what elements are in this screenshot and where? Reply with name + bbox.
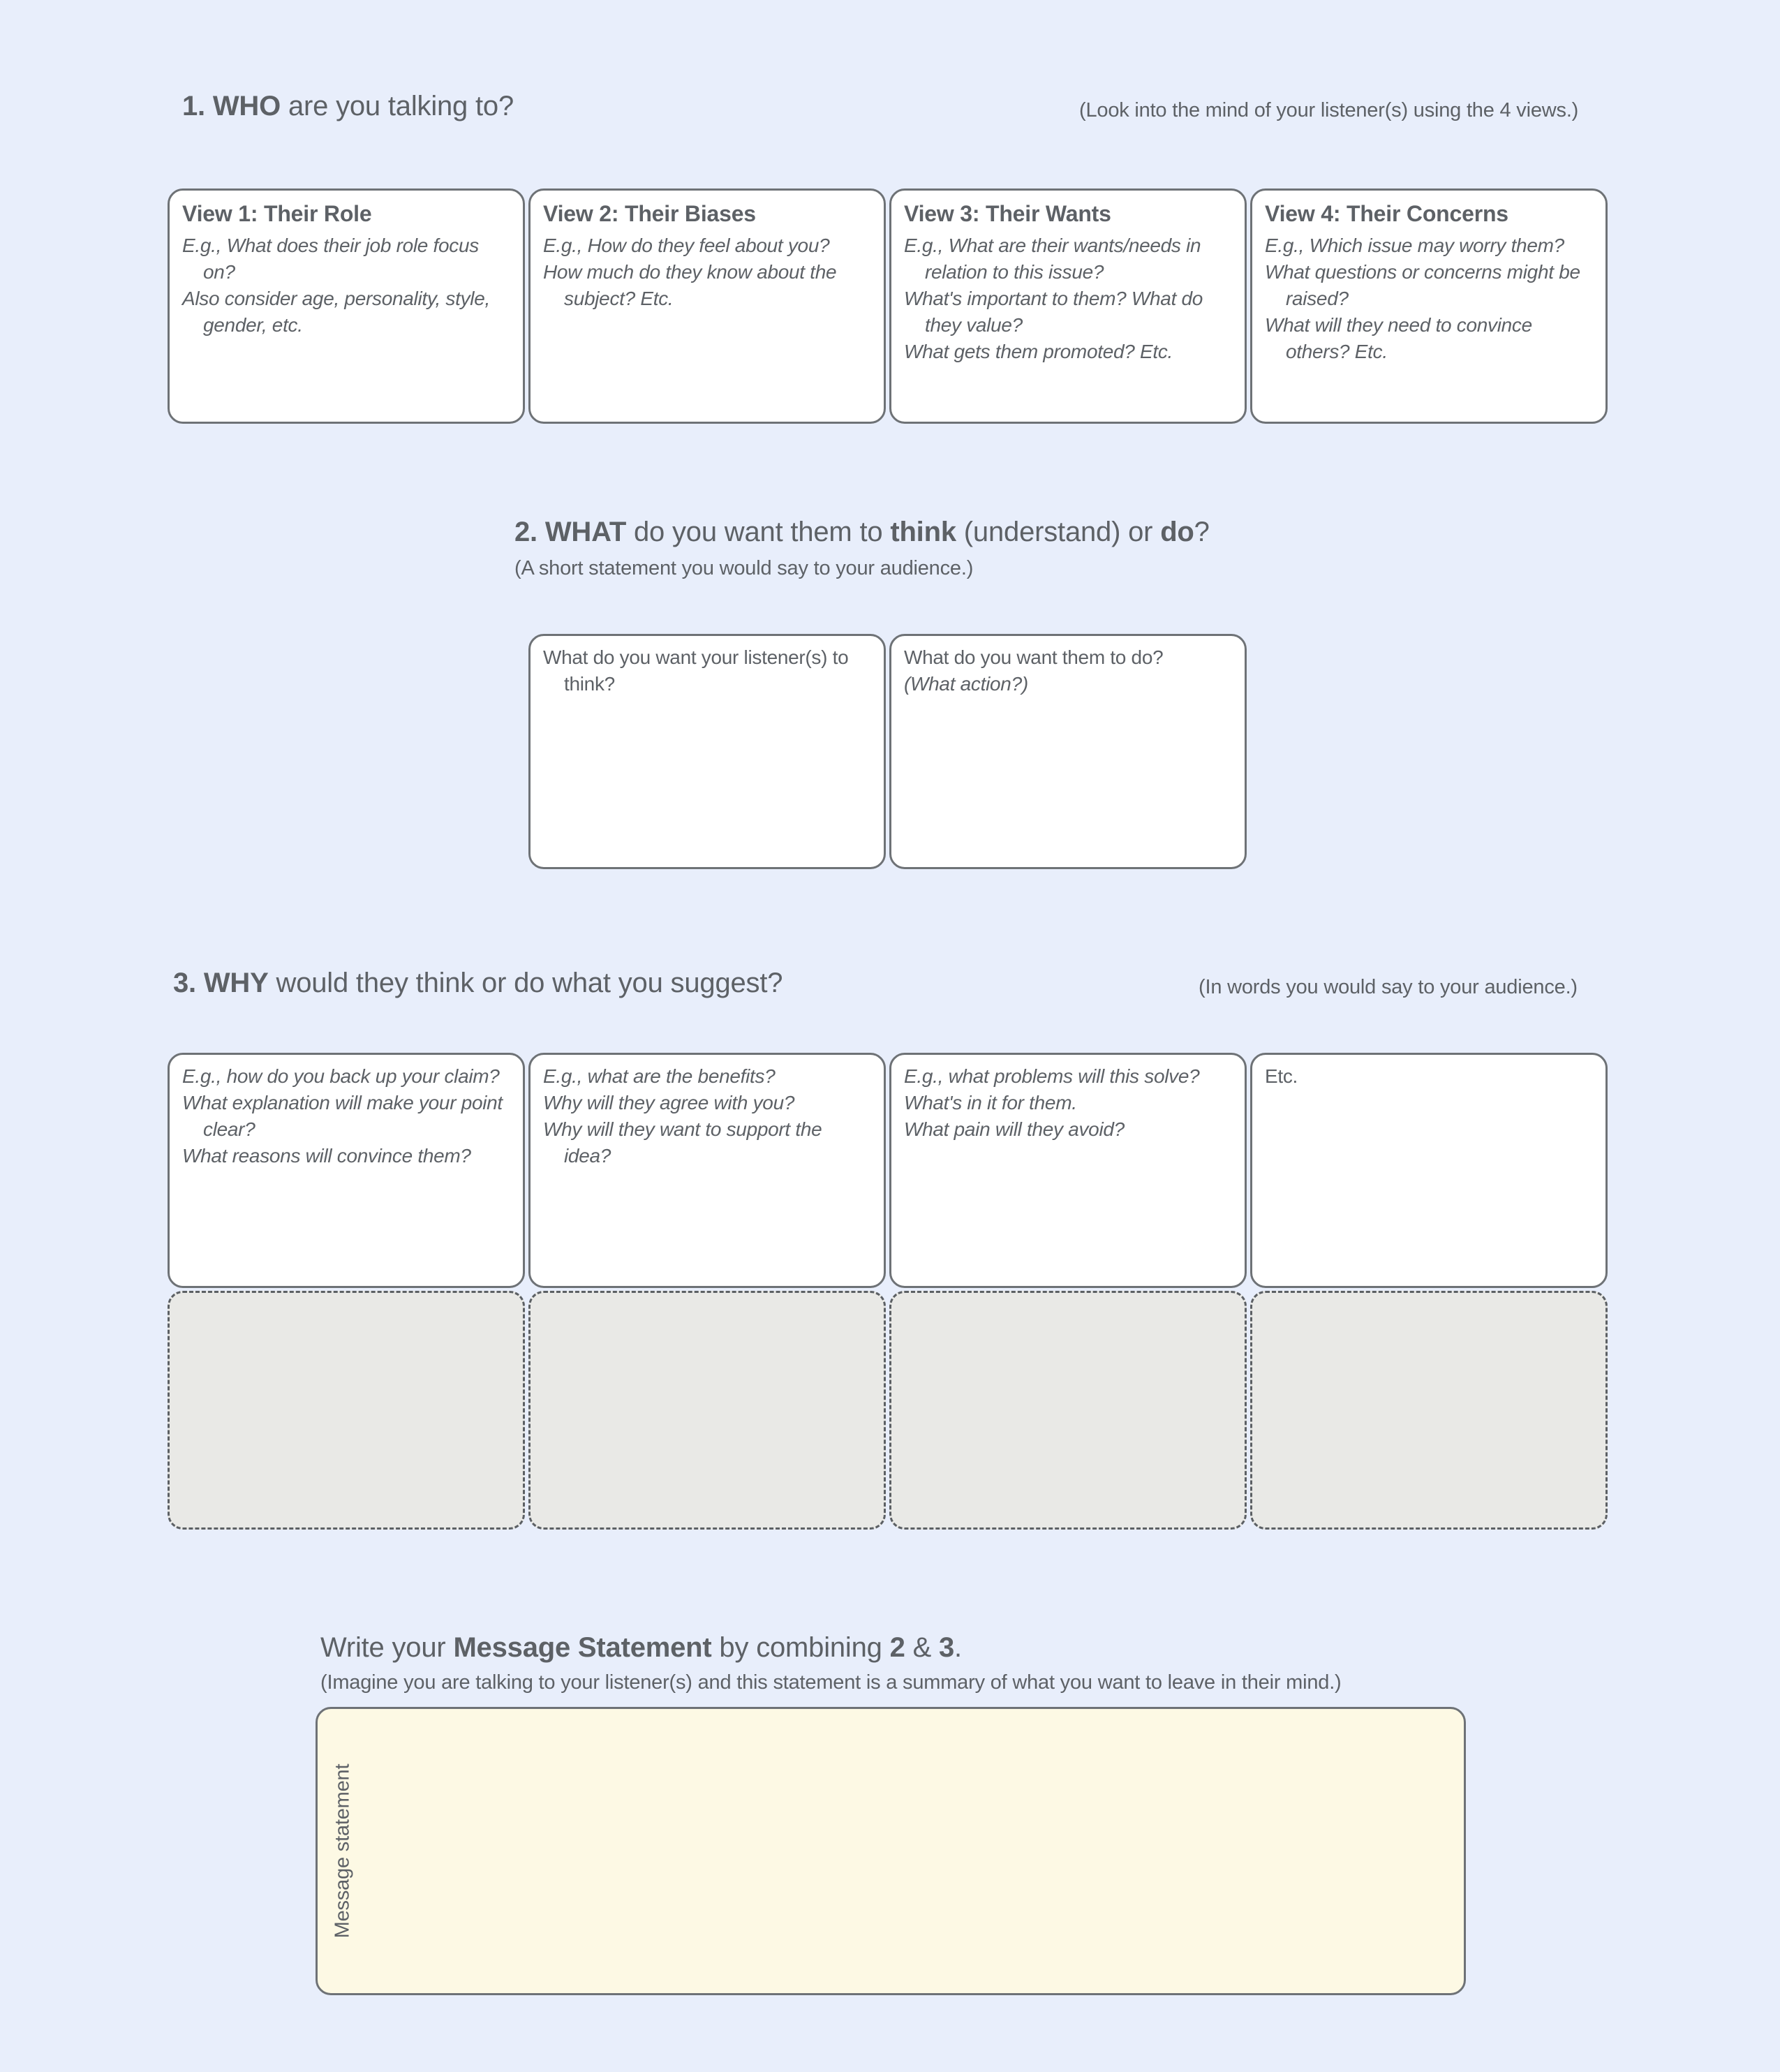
view4-hint-line: What will they need to convince others? Etc. bbox=[1265, 314, 1532, 362]
message-note: (Imagine you are talking to your listener(s) and this statement is a summary of what you want to leave in their mind.) bbox=[320, 1671, 1342, 1694]
message-heading-bold: 2 bbox=[889, 1632, 905, 1663]
view2-biases-box[interactable] bbox=[528, 188, 886, 424]
view3-hint-line: What gets them promoted? Etc. bbox=[904, 341, 1173, 362]
section-what-heading-bold: 2. WHAT bbox=[514, 517, 627, 547]
think-box[interactable] bbox=[528, 634, 886, 869]
section-who-heading-rest: are you talking to? bbox=[281, 91, 514, 121]
message-heading bbox=[320, 1631, 962, 1664]
why-box-3-line: E.g., what problems will this solve? bbox=[904, 1065, 1200, 1087]
why-box-3-line: What's in it for them. bbox=[904, 1092, 1077, 1113]
view4-hint-line: What questions or concerns might be raised? bbox=[1265, 261, 1580, 309]
view4-concerns-box[interactable] bbox=[1250, 188, 1608, 424]
section-who-heading-bold: 1. WHO bbox=[182, 91, 281, 121]
why-answer-zone-3[interactable] bbox=[889, 1291, 1247, 1530]
why-box-2-line: Why will they want to support the idea? bbox=[543, 1118, 822, 1167]
message-heading-rest: by combining bbox=[711, 1632, 890, 1663]
why-box-1[interactable] bbox=[168, 1053, 525, 1288]
section-what-heading-rest: (understand) or bbox=[956, 517, 1161, 547]
message-heading-bold: 3 bbox=[939, 1632, 955, 1663]
section-why-heading-rest: would they think or do what you suggest? bbox=[268, 968, 783, 998]
section-what-note: (A short statement you would say to your audience.) bbox=[514, 557, 974, 579]
view4-title: View 4: Their Concerns bbox=[1265, 201, 1508, 226]
view3-hint-line: What's important to them? What do they value? bbox=[904, 288, 1203, 336]
section-what-heading-rest: do you want them to bbox=[626, 517, 891, 547]
section-why-note: (In words you would say to your audience.) bbox=[1199, 976, 1578, 998]
message-heading-bold: Message Statement bbox=[453, 1632, 712, 1663]
why-box-1-line: What reasons will convince them? bbox=[182, 1145, 471, 1167]
view2-hint-line: E.g., How do they feel about you? bbox=[543, 235, 830, 256]
message-heading-rest: . bbox=[954, 1632, 962, 1663]
why-box-4-line: Etc. bbox=[1265, 1065, 1298, 1087]
message-heading-rest: & bbox=[905, 1632, 939, 1663]
why-answer-zone-4[interactable] bbox=[1250, 1291, 1608, 1530]
message-statement-box[interactable] bbox=[316, 1707, 1466, 1995]
section-why-heading bbox=[173, 966, 783, 1000]
view1-hint-line: Also consider age, personality, style, gender, etc. bbox=[182, 288, 490, 336]
view2-hint-line: How much do they know about the subject? Etc. bbox=[543, 261, 837, 309]
do-box[interactable] bbox=[889, 634, 1247, 869]
why-box-3-line: What pain will they avoid? bbox=[904, 1118, 1125, 1140]
view2-title: View 2: Their Biases bbox=[543, 201, 756, 226]
section-what-heading-bold: think bbox=[890, 517, 956, 547]
view1-hint-line: E.g., What does their job role focus on? bbox=[182, 235, 479, 283]
why-box-2-line: Why will they agree with you? bbox=[543, 1092, 795, 1113]
view3-wants-box[interactable] bbox=[889, 188, 1247, 424]
message-heading-rest: Write your bbox=[320, 1632, 454, 1663]
view3-title: View 3: Their Wants bbox=[904, 201, 1111, 226]
section-why-heading-bold: 3. WHY bbox=[173, 968, 269, 998]
view1-role-box[interactable] bbox=[168, 188, 525, 424]
view1-title: View 1: Their Role bbox=[182, 201, 372, 226]
why-box-2-line: E.g., what are the benefits? bbox=[543, 1065, 776, 1087]
why-box-1-line: What explanation will make your point clear? bbox=[182, 1092, 503, 1140]
section-what-heading bbox=[514, 515, 1210, 549]
why-box-4[interactable] bbox=[1250, 1053, 1608, 1288]
section-who-note: (Look into the mind of your listener(s) using the 4 views.) bbox=[1079, 99, 1579, 121]
section-what-heading-rest: ? bbox=[1194, 517, 1210, 547]
view4-hint-line: E.g., Which issue may worry them? bbox=[1265, 235, 1564, 256]
think-box-prompt: What do you want your listener(s) to think? bbox=[543, 646, 849, 695]
why-answer-zone-1[interactable] bbox=[168, 1291, 525, 1530]
why-box-1-line: E.g., how do you back up your claim? bbox=[182, 1065, 500, 1087]
why-box-2[interactable] bbox=[528, 1053, 886, 1288]
section-who-heading bbox=[182, 89, 514, 123]
view3-hint-line: E.g., What are their wants/needs in relation to this issue? bbox=[904, 235, 1201, 283]
why-box-3[interactable] bbox=[889, 1053, 1247, 1288]
why-answer-zone-2[interactable] bbox=[528, 1291, 886, 1530]
do-box-prompt: What do you want them to do? bbox=[904, 646, 1164, 668]
do-box-hint: (What action?) bbox=[904, 673, 1028, 695]
message-label: Message statement bbox=[331, 1763, 354, 1939]
section-what-heading-bold: do bbox=[1160, 517, 1194, 547]
message-label-wrap bbox=[323, 1709, 362, 1993]
